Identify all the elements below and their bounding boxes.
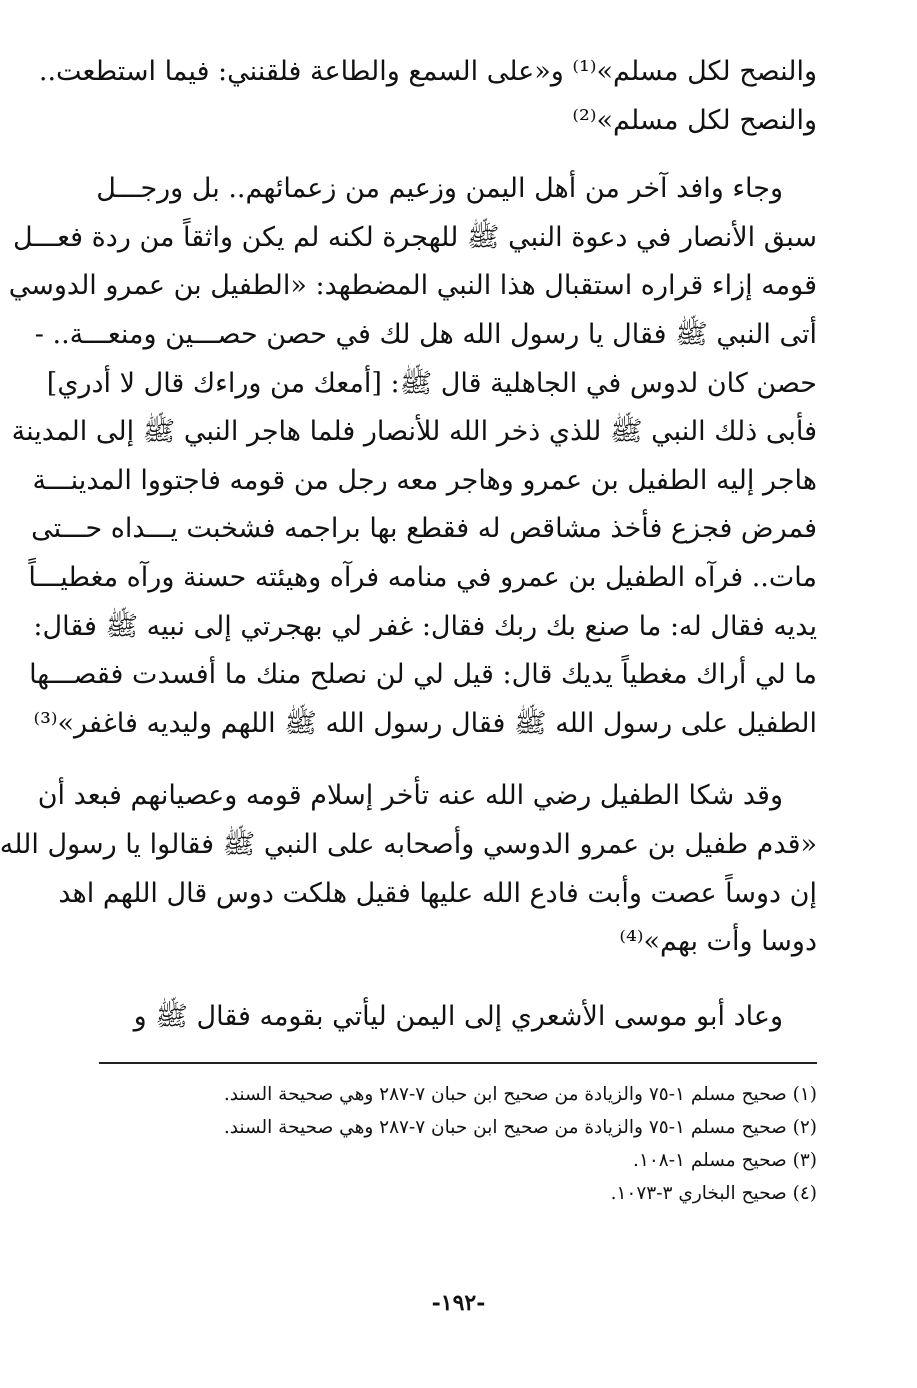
text-line: مات.. فرآه الطفيل بن عمرو في منامه فرآه وهيئته حسنة ورآه مغطيـــاً: [28, 561, 817, 593]
text-line: وجاء وافد آخر من أهل اليمن وزعيم من زعمائهم.. بل ورجـــل: [96, 173, 783, 205]
footnote-4: (٤) صحيح البخاري ٣-١٠٧٣.: [610, 1183, 817, 1204]
text-line: قومه إزاء قراره استقبال هذا النبي المضطهد: «الطفيل بن عمرو الدوسي: [8, 270, 817, 302]
text-line: والنصح لكل مسلم»⁽²⁾: [572, 104, 817, 136]
text-line: «قدم طفيل بن عمرو الدوسي وأصحابه على النبي ﷺ فقالوا يا رسول الله: [0, 828, 817, 860]
text-line: هاجر إليه الطفيل بن عمرو وهاجر معه رجل من قومه فاجتووا المدينـــة: [32, 464, 817, 496]
text-line: سبق الأنصار في دعوة النبي ﷺ للهجرة لكنه لم يكن واثقاً من ردة فعـــل: [12, 221, 817, 253]
text-line: دوسا وأت بهم»⁽⁴⁾: [619, 926, 817, 958]
footnote-3: (٣) صحيح مسلم ١-١٠٨.: [633, 1150, 817, 1171]
footnote-2: (٢) صحيح مسلم ١-٧٥ والزيادة من صحيح ابن حبان ٧-٢٨٧ وهي صحيحة السند.: [223, 1117, 817, 1138]
paragraph-2: [8, 165, 817, 748]
footnote-divider: [99, 1062, 817, 1064]
text-line: حصن كان لدوس في الجاهلية قال ﷺ: [أمعك من وراءك قال لا أدري]: [46, 367, 817, 399]
footnotes: [100, 1078, 817, 1210]
text-line: فأبى ذلك النبي ﷺ للذي ذخر الله للأنصار فلما هاجر النبي ﷺ إلى المدينة: [11, 416, 817, 448]
text-line: فمرض فجزع فأخذ مشاقص له فقطع بها براجمه فشخبت يـــداه حـــتى: [31, 513, 817, 545]
text-line: وعاد أبو موسى الأشعري إلى اليمن ليأتي بقومه فقال ﷺ و: [133, 1000, 783, 1032]
text-line: إن دوساً عصت وأبت فادع الله عليها فقيل هلكت دوس قال اللهم اهد: [58, 877, 817, 909]
text-line: الطفيل على رسول الله ﷺ فقال رسول الله ﷺ اللهم وليديه فاغفر»⁽³⁾: [33, 707, 817, 739]
text-line: ما لي أراك مغطياً يديك قال: قيل لي لن نصلح منك ما أفسدت فقصـــها: [29, 659, 817, 691]
page-number: -١٩٢-: [431, 1290, 486, 1316]
text-line: والنصح لكل مسلم»⁽¹⁾ و«على السمع والطاعة فلقنني: فيما استطعت..: [38, 56, 817, 87]
text-line: أتى النبي ﷺ فقال يا رسول الله هل لك في حصن حصـــين ومنعـــة.. -: [34, 318, 817, 350]
paragraph-4: [100, 993, 817, 1042]
paragraph-3: [0, 772, 817, 966]
footnote-1: (١) صحيح مسلم ١-٧٥ والزيادة من صحيح ابن حبان ٧-٢٨٧ وهي صحيحة السند.: [223, 1084, 817, 1105]
paragraph-1: [38, 48, 817, 145]
page-body: [0, 48, 817, 1388]
text-line: يديه فقال له: ما صنع بك ربك فقال: غفر لي بهجرتي إلى نبيه ﷺ فقال:: [33, 610, 817, 642]
text-line: وقد شكا الطفيل رضي الله عنه تأخر إسلام قومه وعصيانهم فبعد أن: [37, 780, 783, 812]
